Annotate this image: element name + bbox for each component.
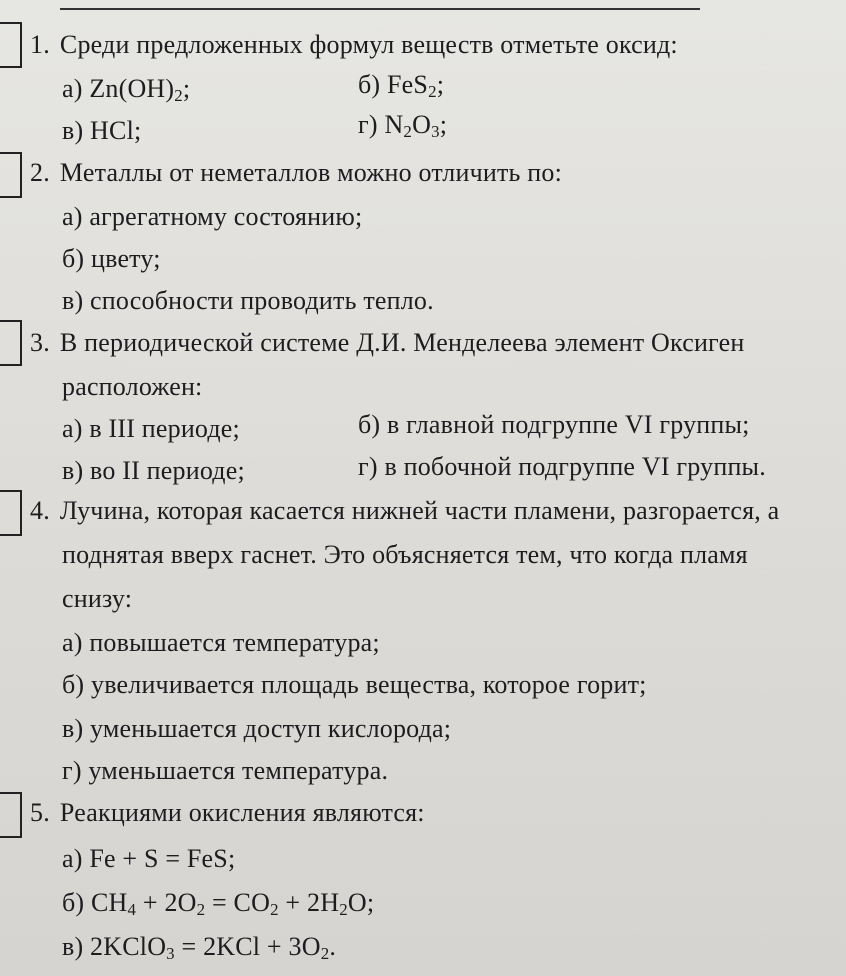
option-5c: в) 2KClO$_3$ = $2KCl + 3O_2$. xyxy=(62,932,337,964)
question-4-line2: поднятая вверх гаснет. Это объясняется тем, что когда пламя xyxy=(62,540,748,569)
answer-box-3[interactable] xyxy=(0,320,22,366)
option-5a: а) Fe + S = FeS; xyxy=(62,844,236,873)
option-2b: б) цвету; xyxy=(62,244,161,273)
question-text: Среди предложенных формул веществ отметьте оксид: xyxy=(59,30,678,59)
question-3-continued: расположен: xyxy=(62,372,203,401)
question-1 xyxy=(30,30,678,60)
option-3b: б) в главной подгруппе VI группы; xyxy=(358,410,750,439)
option-5b: б) $CH_4 + 2O_2 = CO_2 + 2H_2O$; xyxy=(62,888,375,920)
question-3: 3. В периодической системе Д.И. Менделеева элемент Оксиген xyxy=(30,328,745,357)
option-1b: б) FeS$_2$; xyxy=(358,70,445,102)
answer-box-5[interactable] xyxy=(0,792,22,838)
question-4: 4. Лучина, которая касается нижней части пламени, разгорается, а xyxy=(30,496,780,525)
answer-box-2[interactable] xyxy=(0,152,22,198)
question-5: 5. Реакциями окисления являются: xyxy=(30,798,425,827)
option-1a: а) $Zn(OH)_2$; xyxy=(62,74,191,106)
option-2c: в) способности проводить тепло. xyxy=(62,286,434,315)
option-3a: а) в III периоде; xyxy=(62,414,240,443)
question-2: 2. Металлы от неметаллов можно отличить по: xyxy=(30,158,563,187)
option-4b: б) увеличивается площадь вещества, которое горит; xyxy=(62,670,647,699)
question-4-line3: снизу: xyxy=(62,584,133,613)
option-1d: г) $N_2O_3$; xyxy=(358,110,448,142)
option-4c: в) уменьшается доступ кислорода; xyxy=(62,714,452,743)
question-number: 1. xyxy=(30,30,50,59)
option-4a: а) повышается температура; xyxy=(62,628,380,657)
option-1c: в) HCl; xyxy=(62,116,142,145)
option-3d: г) в побочной подгруппе VI группы. xyxy=(358,452,766,481)
top-border xyxy=(60,0,700,10)
option-2a: а) агрегатному состоянию; xyxy=(62,202,363,231)
answer-box-1[interactable] xyxy=(0,22,22,68)
answer-box-4[interactable] xyxy=(0,490,22,536)
option-3c: в) во II периоде; xyxy=(62,456,245,485)
option-4d: г) уменьшается температура. xyxy=(62,756,389,785)
